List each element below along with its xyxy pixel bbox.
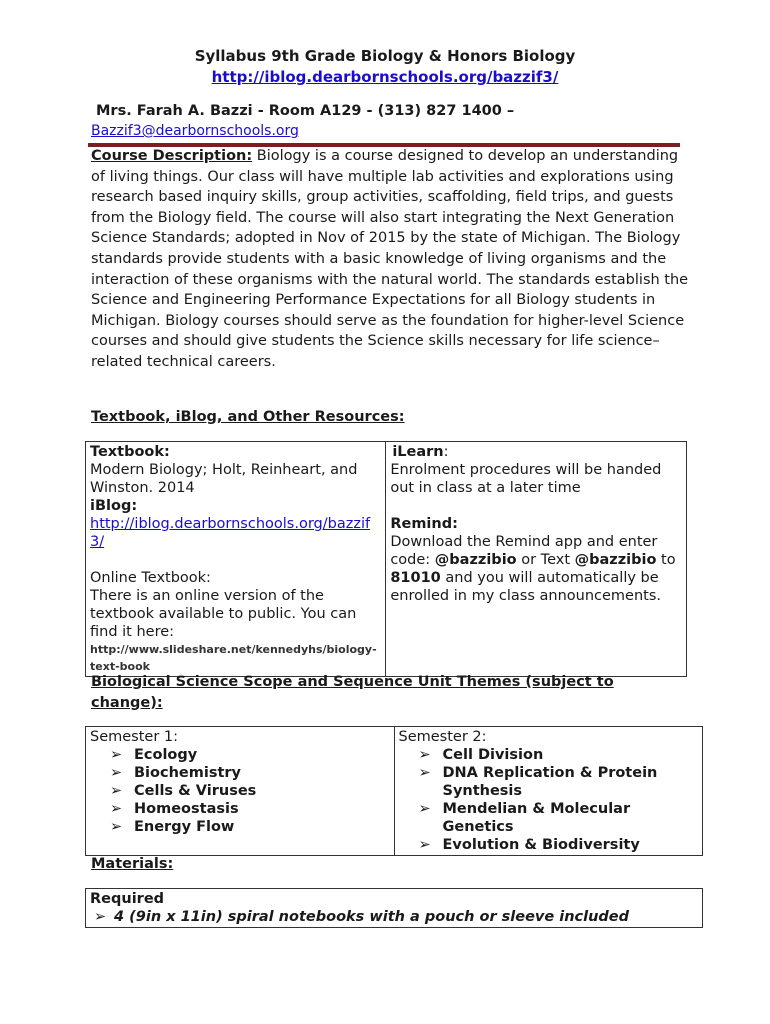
resources-table <box>85 441 687 677</box>
arrow-bullet-icon: ➢ <box>110 783 123 799</box>
remind-text <box>390 533 682 605</box>
ilearn-text: Enrolment procedures will be handed out in class at a later time <box>390 462 662 496</box>
course-description-heading: Course Description: <box>91 148 253 164</box>
arrow-bullet-icon: ➢ <box>418 801 431 817</box>
materials-heading: Materials: <box>91 856 174 872</box>
semester-table <box>85 726 703 856</box>
arrow-bullet-icon: ➢ <box>110 765 123 781</box>
resources-right-cell <box>386 442 687 677</box>
iblog-url-line <box>90 515 381 551</box>
ilearn-colon: : <box>443 444 449 460</box>
remind-label: Remind: <box>390 516 458 532</box>
scope-heading <box>91 672 651 713</box>
list-item: ➢ Ecology <box>110 747 198 763</box>
iblog-title-link[interactable]: http://iblog.dearbornschools.org/bazzif3/ <box>211 68 559 86</box>
semester-2-cell <box>394 727 703 856</box>
list-item: ➢ Cells & Viruses <box>110 783 257 799</box>
scope-heading-line-2: change): <box>91 694 163 711</box>
remind-code-2: @bazzibio <box>574 552 657 568</box>
textbook-label: Textbook: <box>90 444 170 460</box>
course-description <box>91 146 691 373</box>
ilearn-label: iLearn <box>392 444 444 460</box>
semester-2-list <box>399 746 699 854</box>
online-textbook-label: Online Textbook: <box>90 570 211 586</box>
materials-cell <box>86 889 703 928</box>
list-item: ➢ Energy Flow <box>110 819 235 835</box>
materials-table <box>85 888 703 928</box>
textbook-value: Modern Biology; Holt, Reinheart, and Winston. 2014 <box>90 462 358 496</box>
spacer <box>390 497 682 515</box>
list-item: ➢ Mendelian & Molecular Genetics <box>418 801 631 835</box>
iblog-label: iBlog: <box>90 498 138 514</box>
remind-number: 81010 <box>390 570 441 586</box>
teacher-email-link[interactable]: Bazzif3@dearbornschools.org <box>91 123 299 139</box>
list-item: ➢ DNA Replication & Protein Synthesis <box>418 765 658 799</box>
ilearn-label-line <box>390 443 682 461</box>
online-textbook-url[interactable]: http://www.slideshare.net/kennedyhs/biology-text-book <box>90 643 377 673</box>
list-item: ➢ Homeostasis <box>110 801 239 817</box>
list-item: ➢ Cell Division <box>418 747 544 763</box>
remind-text-3: to <box>656 552 676 568</box>
arrow-bullet-icon: ➢ <box>110 801 123 817</box>
resources-left-cell <box>86 442 386 677</box>
required-label: Required <box>90 891 165 907</box>
resources-heading: Textbook, iBlog, and Other Resources: <box>91 409 405 425</box>
online-textbook-text: There is an online version of the textbook available to public. You can find it here: <box>90 588 357 640</box>
arrow-bullet-icon: ➢ <box>94 909 107 925</box>
semester-1-label: Semester 1: <box>90 729 179 745</box>
list-item: ➢ 4 (9in x 11in) spiral notebooks with a pouch or sleeve included <box>94 909 630 925</box>
teacher-contact: Mrs. Farah A. Bazzi - Room A129 - (313) 827 1400 – <box>96 103 515 119</box>
spacer <box>90 551 381 569</box>
page-title: Syllabus 9th Grade Biology & Honors Biology <box>194 47 576 65</box>
remind-text-4: and you will automatically be enrolled in my class announcements. <box>390 570 661 604</box>
remind-text-1: Download the Remind app and enter code: <box>390 534 658 568</box>
arrow-bullet-icon: ➢ <box>418 747 431 763</box>
iblog-link[interactable]: http://iblog.dearbornschools.org/bazzif3/ <box>90 516 371 550</box>
title-url-line <box>0 67 770 87</box>
list-item: ➢ Biochemistry <box>110 765 241 781</box>
email-line <box>91 122 299 140</box>
arrow-bullet-icon: ➢ <box>418 837 431 853</box>
remind-text-2: or Text <box>516 552 575 568</box>
remind-code: @bazzibio <box>434 552 517 568</box>
semester-1-list <box>90 746 390 836</box>
semester-1-cell <box>86 727 395 856</box>
scope-heading-line-1: Biological Science Scope and Sequence Unit Themes (subject to <box>91 674 614 690</box>
arrow-bullet-icon: ➢ <box>418 765 431 781</box>
course-description-text: Biology is a course designed to develop an understanding of living things. Our class will have multiple lab activities and explorations using research based inquiry skills, group activities, scaffolding, field trips, and guests from the Biology field. The course will also start integrating the Next Generation Science Standards; adopted in Nov of 2015 by the state of Michigan. The Biology standards provide students with a basic knowledge of living organisms and the interaction of these organisms with the natural world. The standards establish the Science and Engineering Performance Expectations for all Biology students in Michigan. Biology courses should serve as the foundation for higher-level Science courses and should give students the Science skills necessary for life science–related technical careers. <box>91 148 689 370</box>
arrow-bullet-icon: ➢ <box>110 819 123 835</box>
semester-2-label: Semester 2: <box>398 729 487 745</box>
arrow-bullet-icon: ➢ <box>110 747 123 763</box>
list-item: ➢ Evolution & Biodiversity <box>418 837 640 853</box>
